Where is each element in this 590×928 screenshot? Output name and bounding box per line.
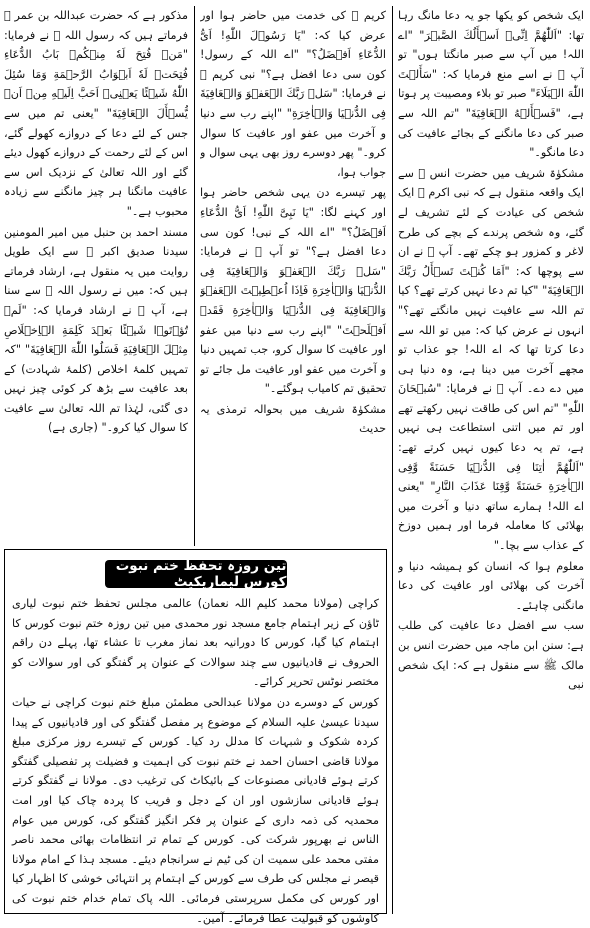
paragraph: کورس کے دوسرے دن مولانا عبدالحی مطمئن مبلغ ختم نبوت کراچی نے حیات سیدنا عیسیٰ علیہ السلام کے موضوع پر مفصل گفتگو کی اور قادیانیوں کے پیدا کردہ شکوک و شبہات کا مدلل رد کیا۔ کورس کے تیسرے روز مرکزی مبلغ مولانا قاضی احسان احمد نے ختم نبوت کی اہمیت و فضیلت پر تفصیلی گفتگو کرتے ہوئے قادیانی مصنوعات کے بائیکاٹ کی ترغیب دی۔ مولانا نے گفتگو کرتے ہوئے قادیانی سازشوں اور ان کے دجل و فریب کا پردہ چاک کیا اور امت محمدیہ کی ذمہ داری کے عنوان پر فکر انگیز گفتگو کی، کورس میں عوام الناس نے بھرپور شرکت کی۔ کورس کے تمام تر انتظامات بھائی محمد ناصر مفتی محمد علی سمیت ان کی ٹیم نے سرانجام دیئے۔ مسجد ہذا کے امام مولانا قیصر نے مجلس کی طرف سے کورس کے اہتمام پر انتہائی خوشی کا اظہار کیا اور کورس کی مکمل سرپرستی فرمائی۔ اللہ پاک تمام خدام ختم نبوت کی کاوشوں کو قبولیت عطا فرمائے۔ آمین۔	[12, 695, 379, 925]
article-column-middle	[200, 6, 386, 551]
news-headline-banner: تین روزہ تحفظ ختم نبوت کورس لیماریکیٹ	[105, 560, 287, 588]
article-column-right	[398, 6, 584, 914]
paragraph: ایک شخص کو یکھا جو یہ دعا مانگ رہا تھا: "اَللّٰهُمَّ اِنِّیۡ اَسۡأَلُكَ الصَّبۡرَ" "اے اللہ! میں آپ سے صبر مانگتا ہوں" تو آپ ﷺ نے اسے منع فرمایا کہ: "سَأَلۡتَ اللّٰهَ الۡبَلَاءَ" صبر تو بلاء ومصیبت پر ہوتا ہے، "فَسۡأَلۡهُ الۡعَافِیَةَ" "تم اللہ سے صبر کی دعا مانگنے کے بجائے عافیت کی دعا مانگو۔"	[398, 9, 584, 160]
column-divider	[392, 6, 393, 914]
article-column-left	[4, 6, 188, 551]
paragraph: مسند احمد بن حنبل میں امیر المومنین سیدنا صدیق اکبر ﷺ سے ایک طویل روایت میں یہ منقول ہے، ارشاد فرماتے ہیں کہ: میں نے رسول اللہ ﷺ سے سنا ہے، آپ ﷺ نے ارشاد فرمایا کہ: "لَمۡ تُؤۡتَوۡا شَیۡئًا بَعۡدَ کَلِمَةِ الۡاِخۡلَاصِ مِثۡلَ الۡعَافِیَةِ فَسَلُوا اللّٰهَ الۡعَافِیَةَ" "کہ تمہیں کلمۂ اخلاص (کلمۂ شہادت) کے بعد عافیت سے بڑھ کر کوئی چیز نہیں دی گئی، لہٰذا تم اللہ تعالیٰ سے عافیت کا سوال کیا کرو۔" (جاری ہے)	[4, 225, 188, 435]
paragraph: معلوم ہوا کہ انسان کو ہمیشہ دنیا و آخرت کی بھلائی اور عافیت کی دعا مانگنی چاہئے۔	[398, 559, 584, 612]
paragraph: مشکوٰۃ شریف میں بحوالہ ترمذی یہ حدیث	[200, 402, 386, 436]
paragraph: مشکوٰۃ شریف میں حضرت انس ﷺ سے ایک واقعہ منقول ہے کہ نبی اکرم ﷺ ایک شخص کی عیادت کے لئے تشریف لے گئے، وہ شخص پرندے کے بچے کی طرح لاغر و کمزور ہو چکے تھے۔ آپ ﷺ نے ان سے پوچھا کہ: "اَمَا کُنۡتَ تَسۡأَلُ رَبَّكَ الۡعَافِیَةَ" "کیا تم دعا نہیں کرتے تھے؟ کیا تم اللہ سے عافیت نہیں مانگتے تھے؟" انہوں نے عرض کیا کہ: میں تو اللہ سے دعا کرتا تھا کہ اے اللہ! جو عذاب تو مجھے آخرت میں دینا ہے، وہ دنیا ہی میں دے دے۔ آپ ﷺ نے فرمایا: "سُبۡحَانَ اللّٰهِ" "تم اس کی طاقت نہیں رکھتے تھے اور تم میں اتنی استطاعت ہی نہیں ہے، تم یہ دعا کیوں نہیں کرتے تھے: "اَللّٰهُمَّ اٰتِنَا فِی الدُّنۡیَا حَسَنَةً وَّفِی الۡاٰخِرَةِ حَسَنَةً وَّقِنَا عَذَابَ النَّارِ" "یعنی اے اللہ! ہمارے ساتھ دنیا و آخرت میں بھلائی کا معاملہ فرما اور ہمیں دوزخ کے عذاب سے بچا۔"	[398, 166, 584, 553]
paragraph: کریم ﷺ کی خدمت میں حاضر ہوا اور عرض کیا کہ: "یَا رَسُوۡلَ اللّٰهِ! اَیُّ الدُّعَاءِ اَفۡضَلُ؟" "اے اللہ کے رسول! کون سی دعا افضل ہے؟" نبی کریم ﷺ نے فرمایا: "سَلۡ رَبَّكَ الۡعَفۡوَ وَالۡعَافِیَةَ فِی الدُّنۡیَا وَالۡاٰخِرَةِ" "اپنے رب سے دنیا و آخرت میں عفو اور عافیت کا سوال کرو۔" پھر دوسرے روز بھی یہی سوال و جواب ہوا،	[200, 9, 386, 179]
paragraph: پھر تیسرے دن یہی شخص حاضر ہوا اور کہنے لگا: "یَا نَبِیَّ اللّٰهِ! اَیُّ الدُّعَاءِ اَفۡضَلُ؟" "اے اللہ کے نبی! کون سی دعا افضل ہے؟" تو آپ ﷺ نے فرمایا: "سَلۡ رَبَّكَ الۡعَفۡوَ وَالۡعَافِیَةَ فِی الدُّنۡیَا وَالۡاٰخِرَةِ فَاِذَا اُعۡطِیۡتَ الۡعَفۡوَ وَالۡعَافِیَةَ فِی الدُّنۡیَا وَالۡاٰخِرَةِ فَقَدۡ اَفۡلَحۡتَ" "اپنے رب سے دنیا میں عفو اور عافیت کا سوال کرو، جب تمہیں دنیا و آخرت میں عفو اور عافیت مل جائے تو تحقیق تم کامیاب ہوگئے۔"	[200, 186, 386, 396]
paragraph: کراچی (مولانا محمد کلیم اللہ نعمان) عالمی مجلس تحفظ ختم نبوت لیاری ٹاؤن کے زیر اہتمام جامع مسجد نور محمدی میں تین روزہ ختم نبوت کورس کا اہتمام کیا گیا، کورس کا دورانیہ بعد نماز مغرب تا عشاء تھا، پہلے دن راقم الحروف نے قادیانیوں سے چند سوالات کے عنوان پر گفتگو کی اور سوالات کو مختصر نوٹس تحریر کرائے۔	[12, 597, 379, 689]
paragraph: سب سے افضل دعا عافیت کی طلب ہے: سنن ابن ماجہ میں حضرت انس بن مالک ﷺ سے منقول ہے کہ: ایک شخص نبی	[398, 619, 584, 692]
column-divider	[194, 6, 195, 546]
news-body	[12, 594, 379, 928]
paragraph: مذکور ہے کہ حضرت عبداللہ بن عمر ﷺ فرماتے ہیں کہ رسول اللہ ﷺ نے فرمایا: "مَنۡ فُتِحَ لَهٗ مِنۡكُمۡ بَابُ الدُّعَاءِ فُتِحَتۡ لَهٗ اَبۡوَابُ الرَّحۡمَةِ وَمَا سُئِلَ اللّٰهُ شَیۡئًا یَعۡنِیۡ اَحَبَّ اِلَیۡهِ مِنۡ اَنۡ یُّسۡأَلَ الۡعَافِیَةَ" "یعنی تم میں سے جس کے لئے دعا کے دروازے کھولے گئے، اس کے لئے رحمت کے دروازے کھول دیئے گئے اور اللہ تعالیٰ کے نزدیک اس سے عافیت مانگنا ہر چیز مانگنے سے زیادہ محبوب ہے۔"	[4, 9, 188, 218]
news-box	[4, 549, 387, 925]
